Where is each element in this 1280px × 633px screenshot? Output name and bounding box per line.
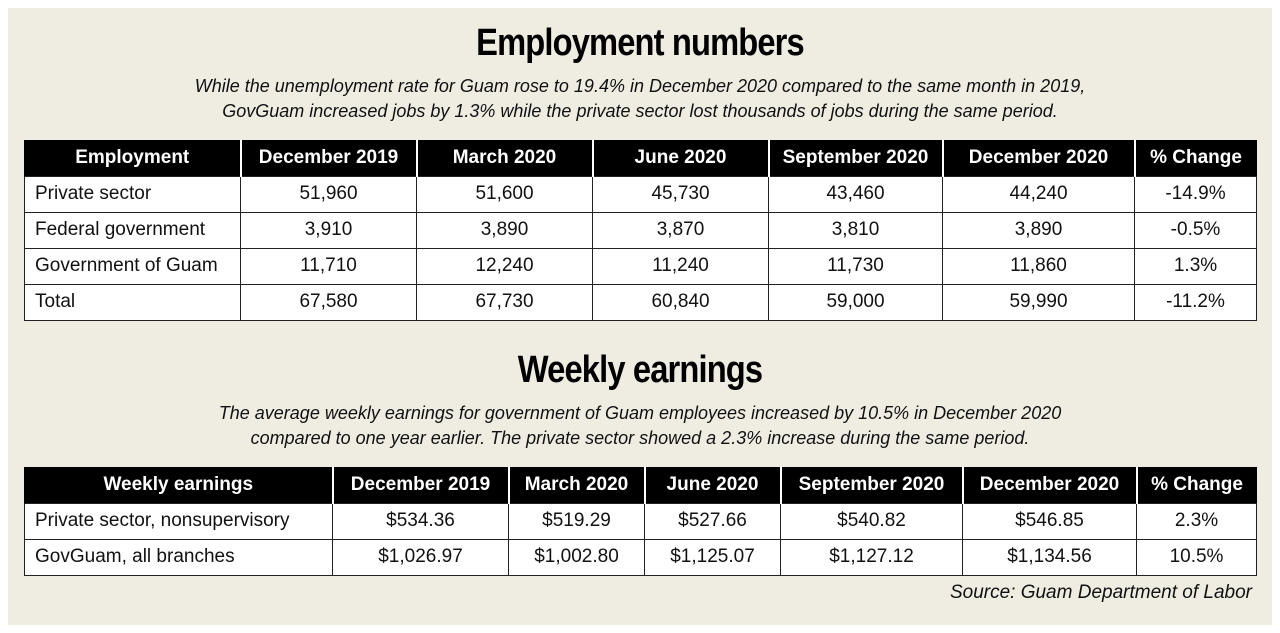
earnings-header-row (25, 467, 1257, 503)
employment-table-cell: 51,960 (241, 176, 417, 212)
employment-header-cell: Employment (25, 140, 241, 176)
earnings-table-cell: $527.66 (645, 503, 781, 539)
employment-table-cell: 11,730 (769, 248, 943, 284)
earnings-table (24, 467, 1257, 576)
earnings-table-cell: 10.5% (1137, 539, 1257, 575)
employment-table-cell: 51,600 (417, 176, 593, 212)
employment-header-cell: June 2020 (593, 140, 769, 176)
employment-row-label: Government of Guam (25, 248, 241, 284)
employment-table-cell: 44,240 (943, 176, 1135, 212)
earnings-table-cell: 2.3% (1137, 503, 1257, 539)
earnings-row-label: Private sector, nonsupervisory (25, 503, 333, 539)
employment-header-cell: December 2019 (241, 140, 417, 176)
employment-header-row (25, 140, 1257, 176)
earnings-table-cell: $1,127.12 (781, 539, 963, 575)
employment-header-cell: % Change (1135, 140, 1257, 176)
employment-table-cell: 3,910 (241, 212, 417, 248)
employment-table-cell: 11,710 (241, 248, 417, 284)
employment-row-label: Total (25, 284, 241, 320)
employment-table-cell: 3,890 (417, 212, 593, 248)
employment-table-cell: 3,810 (769, 212, 943, 248)
earnings-table-cell: $1,026.97 (333, 539, 509, 575)
earnings-table-cell: $519.29 (509, 503, 645, 539)
employment-title: Employment numbers (476, 22, 804, 64)
employment-table-cell: 1.3% (1135, 248, 1257, 284)
earnings-subtitle-line1: The average weekly earnings for government of Guam employees increased by 10.5% in December 2020 (218, 403, 1062, 423)
earnings-table-row (25, 539, 1257, 575)
employment-table-cell: 11,860 (943, 248, 1135, 284)
employment-header-cell: March 2020 (417, 140, 593, 176)
employment-table-cell: 67,580 (241, 284, 417, 320)
earnings-title: Weekly earnings (517, 349, 763, 391)
earnings-header-cell: December 2020 (963, 467, 1137, 503)
employment-table-cell: -14.9% (1135, 176, 1257, 212)
earnings-header-cell: % Change (1137, 467, 1257, 503)
earnings-row-label: GovGuam, all branches (25, 539, 333, 575)
employment-table-cell: 3,870 (593, 212, 769, 248)
employment-header-cell: September 2020 (769, 140, 943, 176)
employment-table-row (25, 248, 1257, 284)
earnings-header-cell: March 2020 (509, 467, 645, 503)
earnings-table-cell: $1,134.56 (963, 539, 1137, 575)
earnings-table-cell: $534.36 (333, 503, 509, 539)
employment-table-cell: 59,990 (943, 284, 1135, 320)
earnings-table-cell: $1,125.07 (645, 539, 781, 575)
employment-table-cell: 12,240 (417, 248, 593, 284)
employment-table-row (25, 212, 1257, 248)
employment-table-cell: 60,840 (593, 284, 769, 320)
employment-header-cell: December 2020 (943, 140, 1135, 176)
earnings-table-cell: $1,002.80 (509, 539, 645, 575)
earnings-table-cell: $546.85 (963, 503, 1137, 539)
employment-subtitle-line2: GovGuam increased jobs by 1.3% while the private sector lost thousands of jobs during the same period. (222, 101, 1058, 121)
employment-table-cell: -0.5% (1135, 212, 1257, 248)
employment-table-cell: 67,730 (417, 284, 593, 320)
earnings-table-cell: $540.82 (781, 503, 963, 539)
employment-table-row (25, 284, 1257, 320)
employment-table-row (25, 176, 1257, 212)
earnings-header-cell: June 2020 (645, 467, 781, 503)
earnings-header-cell: Weekly earnings (25, 467, 333, 503)
source-note: Source: Guam Department of Labor (949, 582, 1252, 603)
employment-table-cell: 43,460 (769, 176, 943, 212)
employment-table-cell: -11.2% (1135, 284, 1257, 320)
earnings-table-row (25, 503, 1257, 539)
employment-table-cell: 59,000 (769, 284, 943, 320)
employment-row-label: Federal government (25, 212, 241, 248)
employment-row-label: Private sector (25, 176, 241, 212)
employment-table (24, 140, 1257, 321)
employment-table-cell: 45,730 (593, 176, 769, 212)
employment-table-cell: 11,240 (593, 248, 769, 284)
earnings-subtitle-line2: compared to one year earlier. The private sector showed a 2.3% increase during the same period. (250, 428, 1030, 448)
earnings-header-cell: December 2019 (333, 467, 509, 503)
employment-subtitle-line1: While the unemployment rate for Guam rose to 19.4% in December 2020 compared to the same month in 2019, (194, 76, 1086, 96)
employment-table-cell: 3,890 (943, 212, 1135, 248)
earnings-header-cell: September 2020 (781, 467, 963, 503)
